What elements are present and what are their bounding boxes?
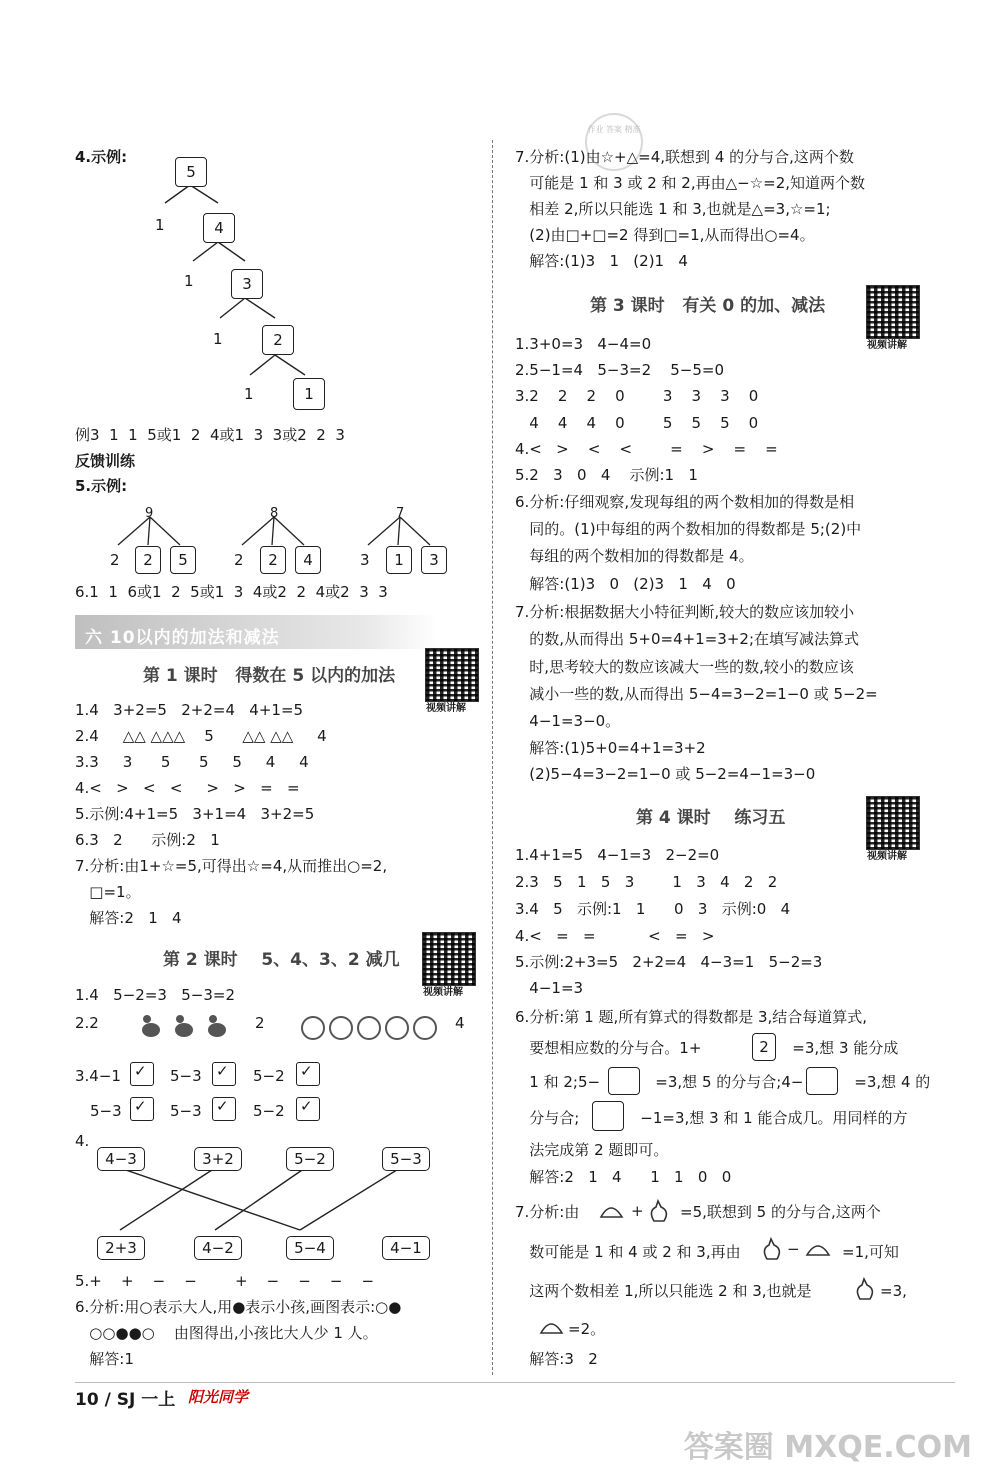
q4-label: 4.示例: <box>75 148 128 166</box>
lesson4-title: 第 4 课时 练习五 <box>636 808 786 828</box>
lesson1-line: 5.示例:4+1=5 3+1=4 3+2=5 <box>75 805 315 823</box>
match-bottom[interactable]: 4−1 <box>382 1236 430 1260</box>
q5-tree3-top: 7 <box>396 506 405 521</box>
tree-leaf: 1 <box>155 216 165 234</box>
r-q7-line: 7.分析:(1)由☆+△=4,联想到 4 的分与合,这两个数 <box>515 148 854 166</box>
q5-tree1-c: 5 <box>170 546 196 574</box>
qr-caption: 视频讲解 <box>867 340 907 351</box>
lesson4-q6-answer: 解答:2 1 4 1 1 0 0 <box>515 1168 732 1186</box>
qr-caption: 视频讲解 <box>426 703 466 714</box>
lesson1-line: 2.4 △△ △△△ 5 △△ △△ 4 <box>75 727 327 745</box>
lesson4-q7-answer: 解答:3 2 <box>515 1350 598 1368</box>
lesson2-q2-label: 2.2 <box>75 1014 99 1032</box>
match-top[interactable]: 3+2 <box>194 1147 242 1171</box>
footer-rule <box>75 1382 955 1383</box>
lesson3-title: 第 3 课时 有关 0 的加、减法 <box>590 296 826 316</box>
lesson3-line: 4−1=3−0。 <box>515 712 621 730</box>
brand-logo: 阳光同学 <box>188 1388 249 1406</box>
match-top[interactable]: 5−3 <box>382 1147 430 1171</box>
bear-icon <box>297 1010 442 1044</box>
lesson1-line: 7.分析:由1+☆=5,可得出☆=4,从而推出○=2, <box>75 857 388 875</box>
section-banner <box>75 615 437 649</box>
lesson2-q3-expr: 5−2 <box>253 1102 285 1120</box>
match-top[interactable]: 5−2 <box>286 1147 334 1171</box>
lesson3-line: 3.2 2 2 0 3 3 3 0 <box>515 387 759 405</box>
r-q7-line: 可能是 1 和 3 或 2 和 2,再由△−☆=2,知道两个数 <box>515 174 866 192</box>
section-title: 六 10以内的加法和减法 <box>85 628 280 648</box>
lesson2-q2-end: 4 <box>455 1014 465 1032</box>
lesson4-line: 5.示例:2+3=5 2+2=4 4−3=1 5−2=3 <box>515 953 823 971</box>
svg-text:+: + <box>631 1202 644 1220</box>
lesson2-q6-line: 6.分析:用○表示大人,用●表示小孩,画图表示:○● <box>75 1298 402 1316</box>
lesson1-answer: 解答:2 1 4 <box>75 909 182 927</box>
lesson3-line: 6.分析:仔细观察,发现每组的两个数相加的得数是相 <box>515 493 855 511</box>
column-divider <box>492 140 493 1375</box>
lesson2-q6-answer: 解答:1 <box>75 1350 134 1368</box>
check-box[interactable]: ✓ <box>130 1097 154 1121</box>
lesson3-line: 4 4 4 0 5 5 5 0 <box>515 414 759 432</box>
lesson1-title: 第 1 课时 得数在 5 以内的加法 <box>143 666 396 686</box>
watermark: 答案圈 MXQE.COM <box>683 1430 972 1465</box>
r-q7-answer: 解答:(1)3 1 (2)1 4 <box>515 252 688 270</box>
lesson3-line: 4.< > < < = > = = <box>515 440 778 458</box>
lesson3-line: 减小一些的数,从而得出 5−4=3−2=1−0 或 5−2= <box>515 685 878 703</box>
lesson4-line: 1.4+1=5 4−1=3 2−2=0 <box>515 846 720 864</box>
q4-example: 例3 1 1 5或1 2 4或1 3 3或2 2 3 <box>75 426 345 444</box>
qr-code[interactable] <box>866 285 920 339</box>
lesson3-line: 2.5−1=4 5−3=2 5−5=0 <box>515 361 724 379</box>
feedback-heading: 反馈训练 <box>75 452 136 470</box>
svg-text:−: − <box>787 1240 800 1258</box>
lesson4-q6-line: 1 和 2;5− <box>515 1073 601 1091</box>
q5-tree2-a: 2 <box>234 551 244 569</box>
tree-leaf: 1 <box>184 272 194 290</box>
lesson4-q6-line: =3,想 4 的 <box>840 1073 931 1091</box>
lesson1-line: 1.4 3+2=5 2+2=4 4+1=5 <box>75 701 304 719</box>
lesson2-q5: 5.+ + − − + − − − − <box>75 1272 375 1290</box>
r-q7-line: (2)由□+□=2 得到□=1,从而得出○=4。 <box>515 226 815 244</box>
lesson4-q7-line: =5,联想到 5 的分与合,这两个 <box>680 1203 881 1221</box>
blank-box[interactable] <box>806 1067 838 1095</box>
lesson4-q6-line: 6.分析:第 1 题,所有算式的得数都是 3,结合每道算式, <box>515 1008 868 1026</box>
lesson4-q7-line: =1,可知 <box>842 1243 899 1261</box>
match-bottom[interactable]: 2+3 <box>97 1236 145 1260</box>
lesson2-q2-mid: 2 <box>255 1014 265 1032</box>
bun-icon <box>598 1197 678 1225</box>
lesson3-line: 每组的两个数相加的得数都是 4。 <box>515 547 754 565</box>
q5-tree3-c: 3 <box>421 546 447 574</box>
lesson1-line: □=1。 <box>75 883 141 901</box>
blank-box[interactable] <box>592 1101 624 1131</box>
r-q7-line: 相差 2,所以只能选 1 和 3,也就是△=3,☆=1; <box>515 200 831 218</box>
lesson3-line: 5.2 3 0 4 示例:1 1 <box>515 466 698 484</box>
pear-icon <box>856 1275 878 1303</box>
lesson3-line: 1.3+0=3 4−4=0 <box>515 335 652 353</box>
lesson2-q3-expr: 5−3 <box>90 1102 122 1120</box>
lesson4-q7-line: 数可能是 1 和 4 或 2 和 3,再由 <box>515 1243 741 1261</box>
q5-label: 5.示例: <box>75 477 128 495</box>
qr-caption: 视频讲解 <box>867 851 907 862</box>
blank-box[interactable] <box>608 1067 640 1095</box>
q5-tree1-a: 2 <box>110 551 120 569</box>
lesson2-q4-label: 4. <box>75 1132 90 1150</box>
lesson4-line: 4−1=3 <box>515 979 584 997</box>
check-box[interactable]: ✓ <box>130 1062 154 1086</box>
lesson4-q7-line: 7.分析:由 <box>515 1203 580 1221</box>
lesson3-line: 的数,从而得出 5+0=4+1=3+2;在填写减法算式 <box>515 630 859 648</box>
q5-tree2-b: 2 <box>260 546 286 574</box>
qr-caption: 视频讲解 <box>423 987 463 998</box>
check-box[interactable]: ✓ <box>296 1097 320 1121</box>
lesson1-line: 3.3 3 5 5 5 4 4 <box>75 753 309 771</box>
lesson4-q6-line: =3,想 3 能分成 <box>778 1039 899 1057</box>
check-box[interactable]: ✓ <box>296 1062 320 1086</box>
lesson4-q6-line: 分与合; <box>515 1109 580 1127</box>
lesson4-line: 2.3 5 1 5 3 1 3 4 2 2 <box>515 873 778 891</box>
lesson2-q1: 1.4 5−2=3 5−3=2 <box>75 986 235 1004</box>
answer-box: 2 <box>752 1033 776 1061</box>
check-box[interactable]: ✓ <box>212 1097 236 1121</box>
tree-node-3: 3 <box>231 269 263 299</box>
lesson3-line: 7.分析:根据数据大小特征判断,较大的数应该加较小 <box>515 603 855 621</box>
qr-code[interactable] <box>425 648 479 702</box>
lesson1-line: 4.< > < < > > = = <box>75 779 300 797</box>
check-box[interactable]: ✓ <box>212 1062 236 1086</box>
lesson4-q7-line: 这两个数相差 1,所以只能选 2 和 3,也就是 <box>515 1282 812 1300</box>
q5-tree2-c: 4 <box>295 546 321 574</box>
lesson1-line: 6.3 2 示例:2 1 <box>75 831 220 849</box>
match-bottom[interactable]: 5−4 <box>286 1236 334 1260</box>
lesson4-q7-line: =3, <box>880 1282 907 1300</box>
lesson4-q6-line: 法完成第 2 题即可。 <box>515 1141 669 1159</box>
lesson3-answer: 解答:(1)3 0 (2)3 1 4 0 <box>515 575 736 593</box>
lesson2-q6-line: ○○●●○ 由图得出,小孩比大人少 1 人。 <box>75 1324 378 1342</box>
tree-node-4: 4 <box>203 213 235 243</box>
match-top[interactable]: 4−3 <box>97 1147 145 1171</box>
lesson3-answer: (2)5−4=3−2=1−0 或 5−2=4−1=3−0 <box>515 765 816 783</box>
match-bottom[interactable]: 4−2 <box>194 1236 242 1260</box>
mouse-icon <box>135 1010 235 1044</box>
pear-icon <box>763 1235 843 1263</box>
lesson4-line: 4.< = = < = > <box>515 927 715 945</box>
qr-code[interactable] <box>866 796 920 850</box>
q5-tree1-top: 9 <box>145 506 154 521</box>
lesson3-line: 同的。(1)中每组的两个数相加的得数都是 5;(2)中 <box>515 520 862 538</box>
q5-tree2-top: 8 <box>270 506 279 521</box>
page-number: 10 / SJ 一上 <box>75 1390 176 1410</box>
bun-icon <box>538 1313 566 1337</box>
q6-answer: 6.1 1 6或1 2 5或1 3 4或2 2 4或2 3 3 <box>75 583 388 601</box>
tree-leaf: 1 <box>213 330 223 348</box>
tree-leaf: 1 <box>244 385 254 403</box>
lesson4-line: 3.4 5 示例:1 1 0 3 示例:0 4 <box>515 900 791 918</box>
lesson2-q3-expr: 5−3 <box>170 1067 202 1085</box>
stamp: 作业 答案 精准 <box>585 113 643 171</box>
q5-tree3-b: 1 <box>386 546 412 574</box>
lesson2-q3-expr: 3.4−1 <box>75 1067 121 1085</box>
tree-node-5: 5 <box>175 157 207 187</box>
qr-code[interactable] <box>422 932 476 986</box>
matching-lines <box>95 1160 435 1245</box>
lesson4-q6-line: 要想相应数的分与合。1+ <box>515 1039 702 1057</box>
lesson3-answer: 解答:(1)5+0=4+1=3+2 <box>515 739 706 757</box>
lesson2-title: 第 2 课时 5、4、3、2 减几 <box>163 950 400 970</box>
lesson4-q6-line: −1=3,想 3 和 1 能合成几。用同样的方 <box>626 1109 908 1127</box>
q5-tree1-b: 2 <box>135 546 161 574</box>
lesson4-q6-line: =3,想 5 的分与合;4− <box>641 1073 804 1091</box>
lesson2-q3-expr: 5−3 <box>170 1102 202 1120</box>
q5-tree3-a: 3 <box>360 551 370 569</box>
tree-node-1: 1 <box>293 378 325 410</box>
lesson2-q3-expr: 5−2 <box>253 1067 285 1085</box>
lesson4-q7-line: =2。 <box>568 1320 606 1338</box>
tree-node-2: 2 <box>262 325 294 355</box>
lesson3-line: 时,思考较大的数应该减大一些的数,较小的数应该 <box>515 658 854 676</box>
